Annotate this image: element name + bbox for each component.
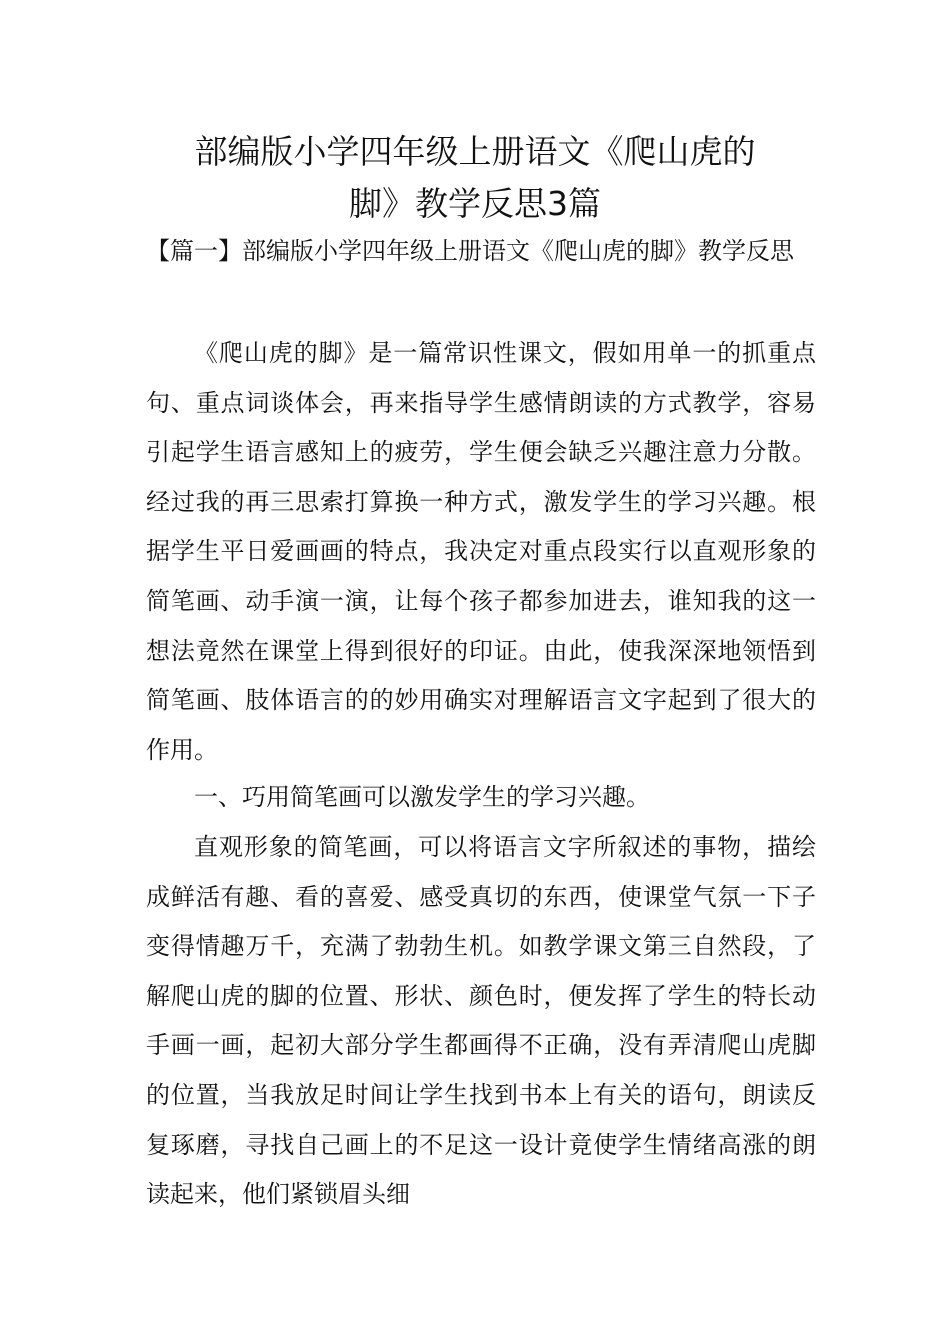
paragraph-subheading: 一、巧用简笔画可以激发学生的学习兴趣。 (194, 783, 650, 811)
paragraph-intro: 《爬山虎的脚》是一篇常识性课文，假如用单一的抓重点句、重点词谈体会，再来指导学生感情朗读的方式教学，容易引起学生语言感知上的疲劳，学生便会缺乏兴趣注意力分散。经过我的再三思索打算换一种方式，激发学生的学习兴趣。根据学生平日爱画画的特点，我决定对重点段实行以直观形象的简笔画、动手演一演，让每个孩子都参加进去，谁知我的这一想法竟然在课堂上得到很好的印证。由此，使我深深地领悟到简笔画、肢体语言的的妙用确实对理解语言文字起到了很大的作用。 (146, 339, 816, 764)
paragraph-body: 直观形象的简笔画，可以将语言文字所叙述的事物，描绘成鲜活有趣、看的喜爱、感受真切的东西，使课堂气氛一下子变得情趣万千，充满了勃勃生机。如教学课文第三自然段，了解爬山虎的脚的位置、形状、颜色时，便发挥了学生的特长动手画一画，起初大部分学生都画得不正确，没有弄清爬山虎脚的位置，当我放足时间让学生找到书本上有关的语句，朗读反复琢磨，寻找自己画上的不足这一设计竟使学生情绪高涨的朗读起来，他们紧锁眉头细 (146, 833, 816, 1209)
document-title-line-2: 脚》教学反思3篇 (349, 184, 601, 223)
section-heading: 【篇一】部编版小学四年级上册语文《爬山虎的脚》教学反思 (146, 237, 794, 265)
document-title-line-1: 部编版小学四年级上册语文《爬山虎的 (194, 132, 756, 171)
